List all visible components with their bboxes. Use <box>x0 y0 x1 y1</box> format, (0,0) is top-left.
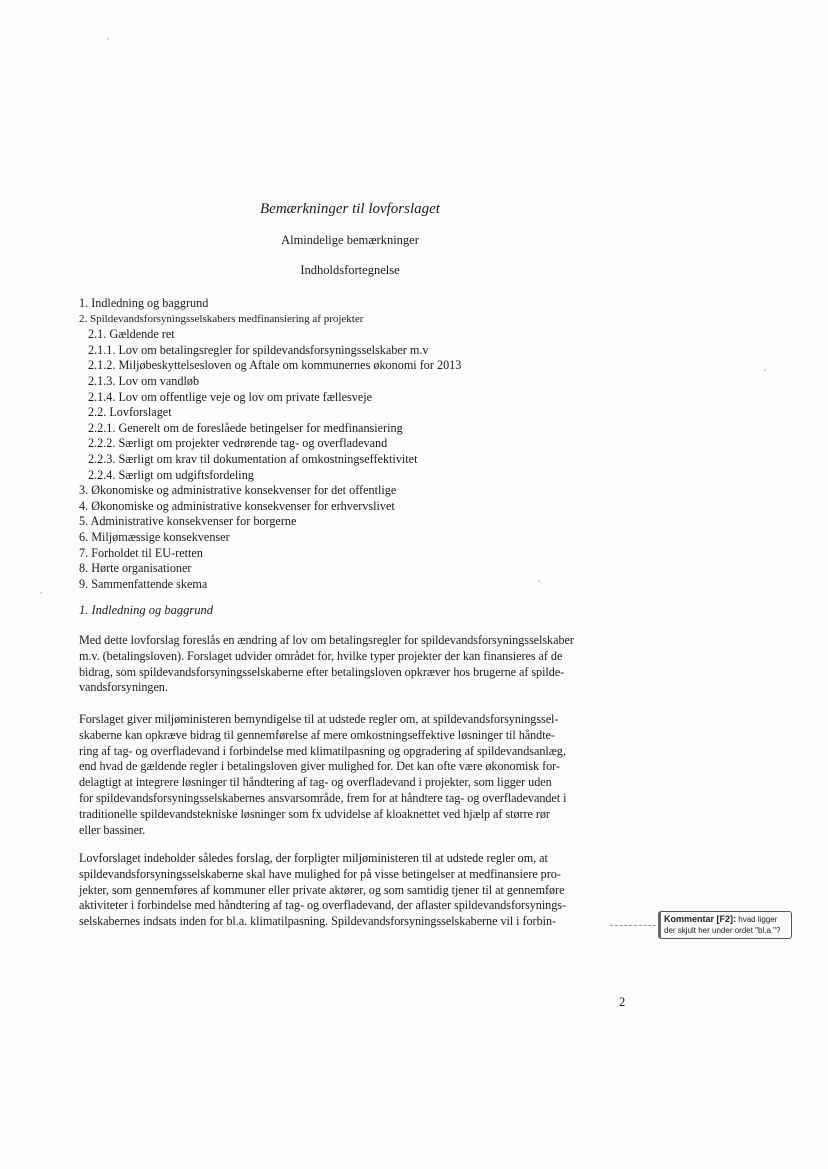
paragraph-line: m.v. (betalingsloven). Forslaget udvider området for, hvilke typer projekter der kan finansieres af de <box>79 648 563 663</box>
scan-speck <box>40 592 42 594</box>
comment-text-line-1: hvad ligger <box>738 915 778 924</box>
body-paragraph-3 <box>79 851 639 930</box>
paragraph-line: skaberne kan opkræve bidrag til gennemførelse af mere omkostningseffektive løsninger til håndte- <box>79 727 555 742</box>
toc-item: 2.2.1. Generelt om de foreslåede betingelser for medfinansiering <box>88 420 403 435</box>
paragraph-line: end hvad de gældende regler i betalingsloven giver mulighed for. Det kan ofte være økonomisk for- <box>79 759 560 774</box>
toc-item: 2.2.3. Særligt om krav til dokumentation af omkostningseffektivitet <box>88 451 418 466</box>
paragraph-line: for spildevandsforsyningsselskabernes ansvarsområde, frem for at håndtere tag- og overfladevandet i <box>79 790 567 805</box>
scan-speck <box>764 369 766 371</box>
paragraph-line: ring af tag- og overfladevand i forbindelse med klimatilpasning og opgradering af spildevandsanlæg, <box>79 743 566 758</box>
paragraph-line: selskabernes indsats inden for bl.a. klimatilpasning. Spildevandsforsyningsselskaberne vil i forbin- <box>79 914 556 929</box>
page-number: 2 <box>619 995 626 1009</box>
toc-item: 4. Økonomiske og administrative konsekvenser for erhvervslivet <box>79 498 395 513</box>
body-paragraph-1 <box>79 633 639 696</box>
paragraph-line: vandsforsyningen. <box>79 680 168 695</box>
toc-item: 2.1.3. Lov om vandløb <box>88 373 200 388</box>
paragraph-line: spildevandsforsyningsselskaberne skal have mulighed for på visse betingelser at medfinansiere pro- <box>79 866 561 881</box>
toc-item: 2.1.1. Lov om betalingsregler for spildevandsforsyningsselskaber m.v <box>88 342 429 357</box>
comment-text-line-2: der skjult her under ordet "bl.a."? <box>664 926 781 935</box>
document-subtitle: Almindelige bemærkninger <box>281 233 419 247</box>
scan-speck <box>107 38 109 40</box>
paragraph-line: Med dette lovforslag foreslås en ændring af lov om betalingsregler for spildevandsforsyningsselskaber <box>79 633 574 647</box>
toc-item: 5. Administrative konsekvenser for borgerne <box>79 514 297 529</box>
paragraph-line: traditionelle spildevandstekniske løsninger som fx udvidelse af kloaknettet ved hjælp af større rør <box>79 806 550 821</box>
body-paragraph-2 <box>79 712 639 838</box>
toc-item: 2.1. Gældende ret <box>88 327 175 342</box>
scan-speck <box>538 580 540 582</box>
toc-item: 2.1.2. Miljøbeskyttelsesloven og Aftale om kommunernes økonomi for 2013 <box>88 358 462 373</box>
paragraph-line: bidrag, som spildevandsforsyningsselskaberne efter betalingsloven opkræver hos brugerne af spilde- <box>79 664 565 679</box>
paragraph-line: eller bassiner. <box>79 822 146 837</box>
toc-item: 2.2.4. Særligt om udgiftsfordeling <box>88 467 254 482</box>
toc-item: 6. Miljømæssige konsekvenser <box>79 529 230 544</box>
toc-item: 2. Spildevandsforsyningsselskabers medfinansiering af projekter <box>79 312 364 325</box>
toc-item: 7. Forholdet til EU-retten <box>79 545 203 560</box>
toc-item: 1. Indledning og baggrund <box>79 296 209 310</box>
toc-item: 8. Hørte organisationer <box>79 561 192 576</box>
document-title: Bemærkninger til lovforslaget <box>260 201 440 217</box>
paragraph-line: delagtigt at integrere løsninger til håndtering af tag- og overfladevand i projekter, som ligger uden <box>79 775 552 790</box>
table-of-contents <box>79 296 461 592</box>
comment-connector-line <box>610 925 656 926</box>
paragraph-line: aktiviteter i forbindelse med håndtering af tag- og overfladevand, der aflaster spildevandsforsynings- <box>79 898 566 913</box>
paragraph-line: jekter, som gennemføres af kommuner eller private aktører, og som samtidig tjener til at gennemføre <box>79 882 565 897</box>
paragraph-line: Lovforslaget indeholder således forslag, der forpligter miljøministeren til at udstede regler om, at <box>79 851 548 865</box>
toc-item: 2.1.4. Lov om offentlige veje og lov om private fællesveje <box>88 389 373 404</box>
toc-item: 2.2.2. Særligt om projekter vedrørende tag- og overfladevand <box>88 436 388 451</box>
paragraph-line: Forslaget giver miljøministeren bemyndigelse til at udstede regler om, at spildevandsforsyningssel- <box>79 712 559 726</box>
toc-item: 3. Økonomiske og administrative konsekvenser for det offentlige <box>79 483 397 498</box>
toc-item: 9. Sammenfattende skema <box>79 576 208 591</box>
toc-heading: Indholdsfortegnelse <box>300 263 400 277</box>
toc-item: 2.2. Lovforslaget <box>88 405 172 420</box>
comment-label: Kommentar [F2]: <box>664 914 737 924</box>
section-heading: 1. Indledning og baggrund <box>79 603 214 617</box>
review-comment[interactable] <box>658 911 792 939</box>
